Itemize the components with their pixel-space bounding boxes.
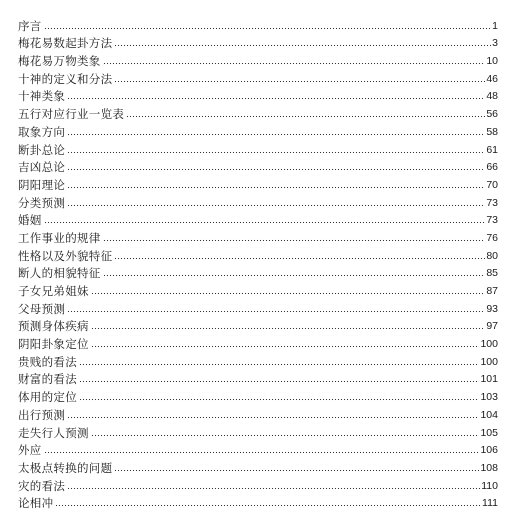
toc-entry-page: 66	[486, 161, 498, 174]
toc-entry-page: 58	[486, 125, 498, 138]
toc-entry[interactable]	[18, 245, 498, 263]
toc-dot-leader	[67, 487, 480, 490]
toc-entry-page: 103	[480, 391, 498, 404]
toc-dot-leader	[44, 451, 480, 454]
toc-entry-title: 婚姻	[18, 213, 42, 228]
toc-entry[interactable]	[18, 192, 498, 210]
toc-entry-title: 分类预测	[18, 195, 66, 210]
toc-entry-page: 48	[486, 90, 498, 103]
toc-entry-title: 预测身体疾病	[18, 319, 89, 334]
toc-entry-title: 父母预测	[18, 301, 66, 316]
toc-entry-title: 工作事业的规律	[18, 230, 101, 245]
toc-entry-title: 阴阳卦象定位	[18, 337, 89, 352]
toc-entry[interactable]	[18, 50, 498, 68]
toc-dot-leader	[55, 504, 481, 507]
toc-entry[interactable]	[18, 86, 498, 104]
toc-entry[interactable]	[18, 475, 498, 493]
toc-entry[interactable]	[18, 68, 498, 86]
toc-entry-title: 财富的看法	[18, 372, 77, 387]
toc-entry-page: 85	[486, 267, 498, 280]
toc-entry-page: 104	[480, 408, 498, 421]
toc-entry[interactable]	[18, 263, 498, 281]
toc-entry[interactable]	[18, 103, 498, 121]
toc-entry-title: 阴阳理论	[18, 177, 66, 192]
toc-entry-title: 性格以及外貌特征	[18, 248, 113, 263]
toc-entry[interactable]	[18, 280, 498, 298]
toc-entry-page: 46	[486, 72, 498, 85]
toc-entry[interactable]	[18, 351, 498, 369]
toc-entry[interactable]	[18, 369, 498, 387]
toc-entry[interactable]	[18, 157, 498, 175]
toc-entry-title: 贵贱的看法	[18, 354, 77, 369]
toc-dot-leader	[79, 380, 479, 383]
toc-entry-title: 梅花易万物类象	[18, 54, 101, 69]
toc-entry-page: 73	[486, 214, 498, 227]
toc-dot-leader	[114, 469, 479, 472]
toc-dot-leader	[103, 239, 486, 242]
toc-dot-leader	[114, 257, 485, 260]
toc-entry-title: 论相冲	[18, 496, 54, 511]
toc-entry-title: 出行预测	[18, 407, 66, 422]
toc-entry[interactable]	[18, 440, 498, 458]
toc-entry[interactable]	[18, 139, 498, 157]
toc-entry-title: 子女兄弟姐妹	[18, 284, 89, 298]
toc-entry-title: 灾的看法	[18, 478, 66, 493]
toc-dot-leader	[67, 168, 485, 171]
toc-dot-leader	[103, 274, 486, 277]
toc-dot-leader	[67, 186, 485, 189]
toc-entry-title: 断卦总论	[18, 142, 66, 157]
toc-entry-page: 10	[486, 55, 498, 68]
toc-entry[interactable]	[18, 33, 498, 51]
toc-entry[interactable]	[18, 316, 498, 334]
toc-entry-page: 108	[480, 461, 498, 474]
toc-entry-page: 110	[481, 479, 498, 492]
toc-entry[interactable]	[18, 210, 498, 228]
toc-entry[interactable]	[18, 174, 498, 192]
toc-entry-title: 十神类象	[18, 89, 66, 104]
toc-dot-leader	[126, 115, 485, 118]
toc-entry-title: 十神的定义和分法	[18, 71, 113, 86]
toc-entry[interactable]	[18, 404, 498, 422]
toc-entry[interactable]	[18, 298, 498, 316]
toc-entry-title: 外应	[18, 443, 42, 458]
toc-entry-page: 76	[486, 231, 498, 244]
toc-dot-leader	[91, 434, 480, 437]
toc-dot-leader	[79, 398, 479, 401]
toc-entry-page: 101	[480, 373, 498, 386]
toc-entry-page: 70	[486, 178, 498, 191]
toc-entry-title: 吉凶总论	[18, 160, 66, 175]
toc-dot-leader	[91, 345, 480, 348]
toc-entry[interactable]	[18, 121, 498, 139]
toc-entry-page: 100	[480, 338, 498, 351]
toc-entry-page: 111	[482, 497, 498, 510]
toc-entry-page: 3	[492, 37, 498, 50]
toc-dot-leader	[67, 310, 485, 313]
toc-dot-leader	[103, 62, 486, 65]
toc-dot-leader	[67, 151, 485, 154]
toc-dot-leader	[91, 292, 486, 295]
toc-entry-page: 93	[486, 302, 498, 315]
toc-entry-title: 断人的相貌特征	[18, 266, 101, 281]
toc-dot-leader	[44, 221, 486, 224]
toc-dot-leader	[114, 44, 491, 47]
toc-dot-leader	[44, 27, 492, 30]
toc-entry-title: 走失行人预测	[18, 425, 89, 440]
toc-entry-page: 87	[486, 285, 498, 297]
toc-dot-leader	[67, 204, 485, 207]
toc-dot-leader	[67, 416, 479, 419]
toc-entry-title: 序言	[18, 18, 42, 33]
toc-entry-page: 73	[486, 196, 498, 209]
toc-entry[interactable]	[18, 15, 498, 33]
toc-entry[interactable]	[18, 493, 498, 511]
toc-dot-leader	[79, 363, 479, 366]
toc-entry-page: 100	[480, 355, 498, 368]
toc-entry[interactable]	[18, 333, 498, 351]
toc-dot-leader	[114, 80, 485, 83]
toc-entry-page: 106	[480, 444, 498, 457]
toc-entry-page: 105	[480, 426, 498, 439]
toc-dot-leader	[91, 327, 486, 330]
toc-entry[interactable]	[18, 422, 498, 440]
table-of-contents	[18, 15, 498, 510]
toc-entry-page: 97	[486, 320, 498, 333]
toc-entry-title: 太极点转换的问题	[18, 460, 113, 475]
toc-entry[interactable]	[18, 457, 498, 475]
toc-entry-title: 梅花易数起卦方法	[18, 36, 113, 51]
toc-entry-title: 五行对应行业一览表	[18, 107, 125, 122]
toc-dot-leader	[67, 97, 485, 100]
toc-entry-page: 1	[492, 19, 498, 32]
toc-entry-page: 56	[486, 108, 498, 121]
toc-dot-leader	[67, 133, 485, 136]
toc-entry-page: 80	[486, 249, 498, 262]
toc-entry-title: 取象方向	[18, 124, 66, 139]
toc-entry-page: 61	[486, 143, 498, 156]
toc-entry[interactable]	[18, 386, 498, 404]
toc-entry[interactable]	[18, 227, 498, 245]
toc-entry-title: 体用的定位	[18, 390, 77, 405]
